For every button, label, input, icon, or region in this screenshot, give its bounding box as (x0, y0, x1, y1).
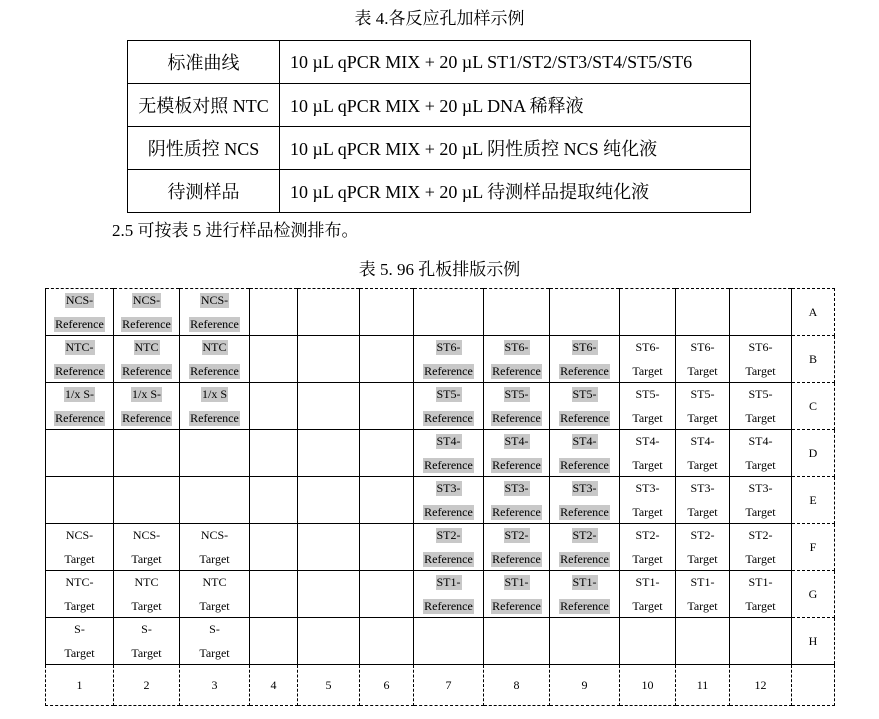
well-label-line1: ST3- (748, 480, 773, 495)
well-label-line2: Reference (55, 363, 104, 378)
well-label-line2: Target (745, 457, 776, 472)
well-label-line1: 1/x S- (64, 386, 94, 401)
table4-title: 表 4.各反应孔加样示例 (354, 9, 525, 28)
well-label-line1: NCS- (200, 527, 229, 542)
well-label-line1: ST2- (748, 527, 773, 542)
well-cell (250, 477, 298, 524)
well-label-line2: Target (745, 504, 776, 519)
well-label-line2: Target (632, 457, 663, 472)
well-cell (250, 430, 298, 477)
row-label: D (792, 430, 835, 477)
well-cell (414, 336, 484, 383)
well-cell (114, 430, 180, 477)
well-label-line1: ST1- (436, 574, 461, 589)
well-label-line1: ST4- (635, 433, 660, 448)
well-cell (414, 477, 484, 524)
well-cell (676, 524, 730, 571)
well-label-line2: Target (632, 598, 663, 613)
well-cell (114, 289, 180, 336)
well-cell (46, 430, 114, 477)
well-label-line2: Reference (560, 504, 609, 519)
well-label-line2: Reference (492, 598, 541, 613)
well-label-line2: Reference (424, 598, 473, 613)
well-label-line2: Target (64, 551, 95, 566)
column-label: 9 (550, 665, 620, 706)
well-cell (676, 477, 730, 524)
well-cell (550, 430, 620, 477)
well-cell (114, 336, 180, 383)
column-label: 4 (250, 665, 298, 706)
well-label-line2: Reference (560, 457, 609, 472)
plate-row-f (46, 524, 835, 571)
well-cell (180, 430, 250, 477)
well-label-line1: ST6- (436, 339, 461, 354)
well-label-line2: Reference (424, 363, 473, 378)
well-cell (298, 571, 360, 618)
well-cell (114, 477, 180, 524)
well-label-line2: Target (199, 645, 230, 660)
column-label: 3 (180, 665, 250, 706)
well-label-line2: Target (745, 410, 776, 425)
plate-row-a (46, 289, 835, 336)
plate-row-c (46, 383, 835, 430)
well-cell (414, 430, 484, 477)
well-label-line1: ST2- (572, 527, 597, 542)
well-label-line1: ST1- (635, 574, 660, 589)
well-label-line1: ST5- (572, 386, 597, 401)
well-label-line1: ST6- (748, 339, 773, 354)
well-label-line1: ST3- (635, 480, 660, 495)
plate-layout-table (45, 288, 835, 706)
row-label: B (792, 336, 835, 383)
well-cell (550, 524, 620, 571)
table-row (128, 84, 751, 127)
well-label-line1: ST1- (748, 574, 773, 589)
plate-row-e (46, 477, 835, 524)
well-label-line1: ST5- (504, 386, 529, 401)
well-label-line1: NTC- (65, 339, 94, 354)
well-cell (360, 524, 414, 571)
well-cell (46, 289, 114, 336)
row-label: H (792, 618, 835, 665)
well-cell (46, 618, 114, 665)
well-label-line1: NTC (134, 339, 159, 354)
well-label-line1: ST3- (504, 480, 529, 495)
well-cell (414, 571, 484, 618)
well-cell (46, 571, 114, 618)
well-cell (114, 571, 180, 618)
plate-row-g (46, 571, 835, 618)
well-label-line1: ST6- (572, 339, 597, 354)
well-label-line2: Reference (424, 410, 473, 425)
well-label-line2: Reference (424, 551, 473, 566)
well-label-line1: ST6- (504, 339, 529, 354)
well-cell (180, 289, 250, 336)
well-label-line1: ST2- (690, 527, 715, 542)
reaction-content-cell: 10 µL qPCR MIX + 20 µL 阴性质控 NCS 纯化液 (280, 127, 751, 170)
well-cell (180, 477, 250, 524)
column-label: 12 (730, 665, 792, 706)
well-label-line2: Target (131, 551, 162, 566)
plate-row-h (46, 618, 835, 665)
well-cell (250, 618, 298, 665)
well-label-line1: ST1- (504, 574, 529, 589)
well-cell (620, 336, 676, 383)
well-cell (730, 524, 792, 571)
column-label: 2 (114, 665, 180, 706)
plate-row-b (46, 336, 835, 383)
well-label-line2: Target (745, 551, 776, 566)
well-cell (676, 289, 730, 336)
well-cell (730, 430, 792, 477)
well-label-line1: ST5- (748, 386, 773, 401)
well-label-line1: NCS- (65, 292, 94, 307)
well-label-line1: ST2- (635, 527, 660, 542)
well-cell (414, 289, 484, 336)
well-label-line2: Target (632, 410, 663, 425)
well-label-line2: Target (64, 598, 95, 613)
well-cell (730, 477, 792, 524)
well-cell (620, 571, 676, 618)
well-label-line2: Target (199, 551, 230, 566)
well-cell (298, 430, 360, 477)
well-label-line2: Reference (122, 410, 171, 425)
well-cell (360, 430, 414, 477)
well-cell (360, 618, 414, 665)
well-cell (180, 618, 250, 665)
well-cell (46, 524, 114, 571)
well-cell (114, 524, 180, 571)
table-row (128, 41, 751, 84)
well-label-line2: Target (745, 598, 776, 613)
well-label-line2: Reference (55, 316, 104, 331)
well-cell (298, 524, 360, 571)
well-cell (298, 383, 360, 430)
plate-row-d (46, 430, 835, 477)
table-row (128, 127, 751, 170)
well-label-line1: ST1- (572, 574, 597, 589)
well-cell (46, 383, 114, 430)
well-cell (250, 289, 298, 336)
well-label-line2: Target (131, 645, 162, 660)
well-label-line1: NTC (134, 574, 159, 589)
well-label-line2: Target (131, 598, 162, 613)
well-label-line2: Reference (190, 363, 239, 378)
well-label-line2: Reference (492, 551, 541, 566)
row-label: A (792, 289, 835, 336)
section-paragraph: 2.5 可按表 5 进行样品检测排布。 (112, 221, 359, 240)
well-cell (730, 618, 792, 665)
well-label-line2: Reference (560, 363, 609, 378)
well-label-line1: ST1- (690, 574, 715, 589)
well-label-line1: ST4- (504, 433, 529, 448)
well-label-line1: ST2- (504, 527, 529, 542)
well-cell (180, 383, 250, 430)
well-label-line1: ST6- (690, 339, 715, 354)
well-label-line2: Target (687, 457, 718, 472)
well-cell (360, 336, 414, 383)
reaction-content-cell: 10 µL qPCR MIX + 20 µL DNA 稀释液 (280, 84, 751, 127)
well-cell (360, 383, 414, 430)
well-cell (46, 477, 114, 524)
reaction-content-cell: 10 µL qPCR MIX + 20 µL ST1/ST2/ST3/ST4/ST5/ST6 (280, 41, 751, 84)
well-label-line2: Reference (560, 410, 609, 425)
well-label-line2: Reference (492, 457, 541, 472)
well-cell (620, 289, 676, 336)
well-cell (484, 336, 550, 383)
well-label-line1: ST4- (436, 433, 461, 448)
well-cell (620, 477, 676, 524)
column-label: 11 (676, 665, 730, 706)
well-cell (620, 618, 676, 665)
column-label: 7 (414, 665, 484, 706)
well-label-line2: Reference (492, 504, 541, 519)
corner-cell (792, 665, 835, 706)
well-label-line1: NTC (202, 574, 227, 589)
well-cell (730, 571, 792, 618)
table-row (128, 170, 751, 213)
well-label-line1: NTC (202, 339, 227, 354)
well-label-line1: ST6- (635, 339, 660, 354)
row-label: G (792, 571, 835, 618)
well-cell (550, 571, 620, 618)
well-label-line2: Reference (122, 316, 171, 331)
well-cell (298, 289, 360, 336)
well-label-line2: Target (687, 504, 718, 519)
row-label: F (792, 524, 835, 571)
well-label-line1: 1/x S (201, 386, 227, 401)
well-label-line2: Reference (190, 316, 239, 331)
well-cell (414, 524, 484, 571)
well-cell (114, 383, 180, 430)
well-label-line2: Target (632, 551, 663, 566)
well-cell (250, 383, 298, 430)
well-label-line1: ST5- (690, 386, 715, 401)
well-label-line1: ST3- (436, 480, 461, 495)
sample-type-cell: 阴性质控 NCS (128, 127, 280, 170)
well-cell (484, 477, 550, 524)
well-label-line1: NCS- (65, 527, 94, 542)
well-label-line1: ST5- (436, 386, 461, 401)
well-cell (730, 336, 792, 383)
well-cell (730, 289, 792, 336)
well-cell (298, 618, 360, 665)
well-cell (298, 336, 360, 383)
well-label-line1: ST4- (748, 433, 773, 448)
sample-type-cell: 无模板对照 NTC (128, 84, 280, 127)
column-label: 1 (46, 665, 114, 706)
well-label-line1: S- (74, 621, 85, 636)
column-label: 5 (298, 665, 360, 706)
well-label-line1: ST3- (690, 480, 715, 495)
well-label-line2: Reference (560, 598, 609, 613)
row-label: E (792, 477, 835, 524)
sample-type-cell: 标准曲线 (128, 41, 280, 84)
column-label: 8 (484, 665, 550, 706)
well-label-line1: NCS- (132, 527, 161, 542)
well-cell (550, 289, 620, 336)
well-cell (180, 336, 250, 383)
reaction-setup-table (127, 40, 751, 213)
well-cell (414, 618, 484, 665)
well-cell (360, 477, 414, 524)
well-label-line2: Reference (424, 504, 473, 519)
well-cell (180, 571, 250, 618)
well-label-line2: Reference (55, 410, 104, 425)
well-cell (46, 336, 114, 383)
reaction-content-cell: 10 µL qPCR MIX + 20 µL 待测样品提取纯化液 (280, 170, 751, 213)
well-cell (360, 289, 414, 336)
well-label-line2: Target (745, 363, 776, 378)
table5-title: 表 5. 96 孔板排版示例 (358, 260, 521, 279)
well-cell (484, 618, 550, 665)
well-cell (484, 524, 550, 571)
well-label-line2: Reference (492, 410, 541, 425)
well-label-line2: Target (687, 363, 718, 378)
well-label-line1: ST5- (635, 386, 660, 401)
well-label-line2: Target (687, 551, 718, 566)
column-number-row (46, 665, 835, 706)
well-cell (550, 383, 620, 430)
well-label-line1: S- (141, 621, 152, 636)
well-label-line1: ST4- (572, 433, 597, 448)
well-cell (620, 524, 676, 571)
well-cell (730, 383, 792, 430)
well-label-line1: NCS- (132, 292, 161, 307)
well-cell (676, 383, 730, 430)
well-cell (250, 336, 298, 383)
well-cell (676, 571, 730, 618)
well-label-line2: Reference (122, 363, 171, 378)
sample-type-cell: 待测样品 (128, 170, 280, 213)
well-cell (250, 571, 298, 618)
well-label-line2: Target (687, 598, 718, 613)
well-cell (620, 430, 676, 477)
well-cell (484, 571, 550, 618)
well-cell (114, 618, 180, 665)
well-label-line2: Reference (190, 410, 239, 425)
well-cell (676, 618, 730, 665)
well-label-line2: Target (199, 598, 230, 613)
well-cell (484, 383, 550, 430)
well-cell (620, 383, 676, 430)
well-cell (550, 477, 620, 524)
well-label-line1: ST2- (436, 527, 461, 542)
well-cell (676, 336, 730, 383)
row-label: C (792, 383, 835, 430)
well-cell (180, 524, 250, 571)
well-label-line1: ST4- (690, 433, 715, 448)
well-cell (676, 430, 730, 477)
well-cell (414, 383, 484, 430)
well-cell (360, 571, 414, 618)
well-cell (550, 336, 620, 383)
column-label: 6 (360, 665, 414, 706)
well-label-line1: NCS- (200, 292, 229, 307)
well-cell (250, 524, 298, 571)
well-cell (484, 289, 550, 336)
well-label-line1: NTC- (65, 574, 94, 589)
well-cell (484, 430, 550, 477)
well-label-line1: S- (209, 621, 220, 636)
well-label-line2: Reference (424, 457, 473, 472)
well-label-line2: Reference (492, 363, 541, 378)
well-label-line2: Target (632, 363, 663, 378)
well-label-line2: Reference (560, 551, 609, 566)
well-cell (298, 477, 360, 524)
well-label-line1: ST3- (572, 480, 597, 495)
column-label: 10 (620, 665, 676, 706)
well-label-line1: 1/x S- (131, 386, 161, 401)
well-label-line2: Target (64, 645, 95, 660)
well-label-line2: Target (687, 410, 718, 425)
well-cell (550, 618, 620, 665)
well-label-line2: Target (632, 504, 663, 519)
